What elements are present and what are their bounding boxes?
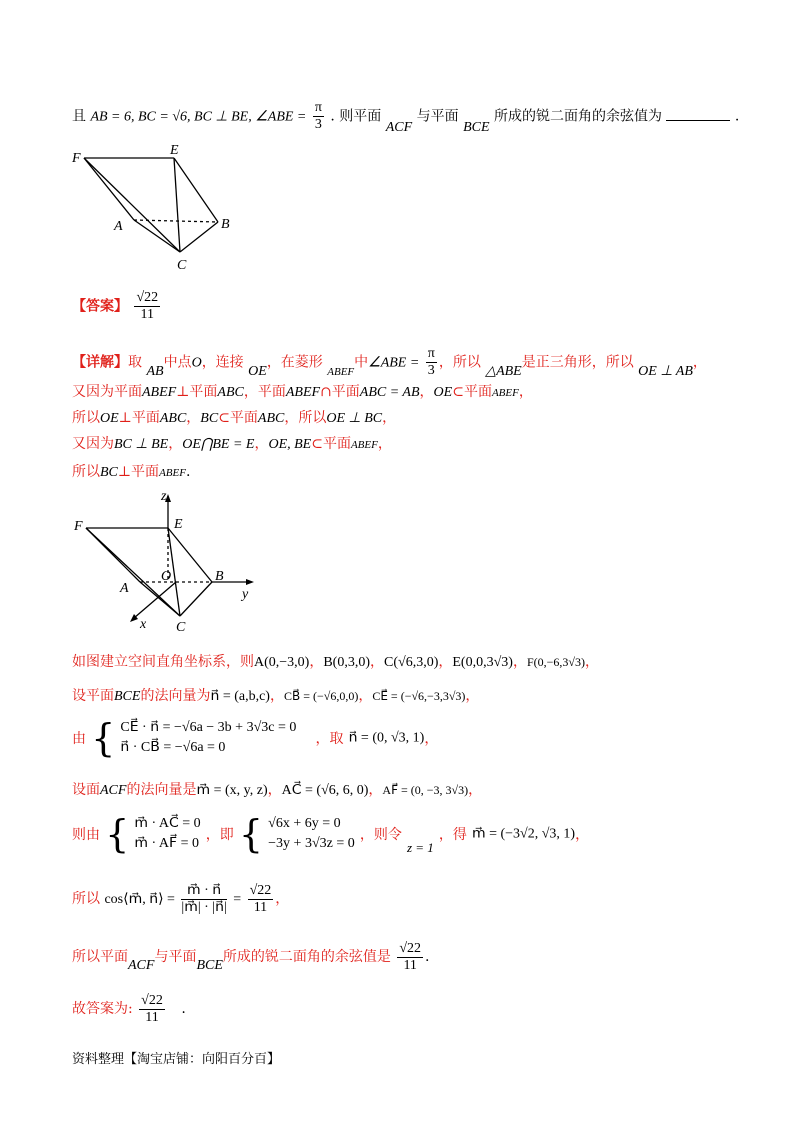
label-f: F bbox=[74, 519, 83, 534]
label-a: A bbox=[114, 219, 123, 234]
detail-line-5: 所以BC⊥平面ABEF. bbox=[72, 464, 191, 480]
edge-ab-hidden bbox=[134, 220, 218, 222]
answer-line bbox=[72, 290, 162, 323]
edge-ec bbox=[174, 158, 180, 252]
footer-source: 资料整理【淘宝店铺：向阳百分百】 bbox=[72, 1052, 281, 1067]
answer-label: 【答案】 bbox=[72, 298, 128, 315]
axis-x bbox=[134, 582, 176, 618]
question-line: 且 AB = 6, BC = √6, BC ⊥ BE, ∠ABE = $\frac{\pi}{3}$ . 则平面 ACF 与平面 BCE 所成的锐二面角的余弦值为 . bbox=[72, 100, 740, 135]
edge-fc bbox=[84, 158, 180, 252]
figure-pyramid bbox=[70, 140, 250, 275]
label-b: B bbox=[215, 569, 224, 584]
answer-blank bbox=[666, 106, 730, 121]
final-answer-line: 故答案为: $\frac{√22}{11}$ . bbox=[72, 992, 186, 1025]
system-1: 由 { CE⃗ · n⃗ = −√6a − 3b + 3√3c = 0 n⃗ · CB⃗ = −√6a = 0 ，取 n⃗ = (0, √3, 1)， bbox=[72, 716, 439, 760]
coords-line-2: 设平面BCE的法向量为n⃗ = (a,b,c)，CB⃗ = (−√6,0,0)，CE⃗ = (−√6,−3,3√3)， bbox=[72, 688, 480, 704]
label-e: E bbox=[174, 517, 183, 532]
label-c: C bbox=[176, 620, 186, 635]
label-z: z bbox=[161, 489, 167, 504]
pi-over-3: $\frac{\pi}{3}$ bbox=[314, 100, 322, 132]
edge-eb bbox=[174, 158, 218, 222]
label-o: O bbox=[161, 569, 172, 584]
label-x: x bbox=[140, 617, 147, 632]
label-c: C bbox=[177, 258, 187, 273]
detail-line-4: 又因为BC ⊥ BE，OE⋂BE = E，OE, BE⊂平面ABEF， bbox=[72, 436, 392, 452]
coords-line-3: 设面ACF的法向量是m⃗ = (x, y, z)，AC⃗ = (√6, 6, 0)，AF⃗ = (0, −3, 3√3)， bbox=[72, 782, 483, 798]
label-f: F bbox=[72, 151, 81, 166]
detail-line-1: 【详解】取 AB中点O，连接 OE，在菱形 $_{ABEF}$中∠ABE = $\frac{\pi}{3}$ ，所以 △ABE是正三角形，所以 OE ⊥ AB， bbox=[72, 346, 707, 379]
edge-ac bbox=[134, 220, 180, 252]
detail-label: 【详解】 bbox=[72, 354, 128, 371]
label-y: y bbox=[242, 587, 249, 602]
detail-line-3: 所以OE⊥平面ABC，BC⊂平面ABC，所以OE ⊥ BC， bbox=[72, 410, 397, 426]
conclusion-line: 所以平面ACF与平面BCE所成的锐二面角的余弦值是 $\frac{√22}{11}$ . bbox=[72, 940, 430, 973]
edge-fa bbox=[84, 158, 134, 220]
question-conditions: AB = 6, BC = √6, BC ⊥ BE, ∠ABE = bbox=[90, 109, 307, 125]
coords-line-1: 如图建立空间直角坐标系，则A(0,−3,0)，B(0,3,0)，C(√6,3,0)，E(0,0,3√3)，F(0,−6,3√3)， bbox=[72, 654, 599, 670]
edge-bc bbox=[180, 582, 212, 616]
figure-coordinate-system bbox=[70, 488, 260, 638]
answer-value: $\frac{√22}{11}$ bbox=[136, 290, 159, 322]
edge-bc bbox=[180, 222, 218, 252]
cosine-line: 所以 cos⟨m⃗, n⃗⟩ = $\frac{m⃗ \cdot n⃗}{|m⃗| \cdot |n⃗|}$ = $\frac{√22}{11}$ ， bbox=[72, 882, 290, 915]
y-arrow-icon bbox=[246, 579, 254, 585]
detail-line-2: 又因为平面ABEF⊥平面ABC，平面ABEF∩平面ABC = AB，OE⊂平面ABEF， bbox=[72, 384, 533, 400]
label-a: A bbox=[120, 581, 129, 596]
system-2: 则由 { m⃗ · AC⃗ = 0 m⃗ · AF⃗ = 0 ，即 { √6x + 6y = 0 −3y + 3√3z = 0 ，则令 $_{z = 1}$ ，得 m⃗ = (−3√2, √3, 1)， bbox=[72, 812, 590, 856]
label-e: E bbox=[170, 143, 179, 158]
label-b: B bbox=[221, 217, 230, 232]
